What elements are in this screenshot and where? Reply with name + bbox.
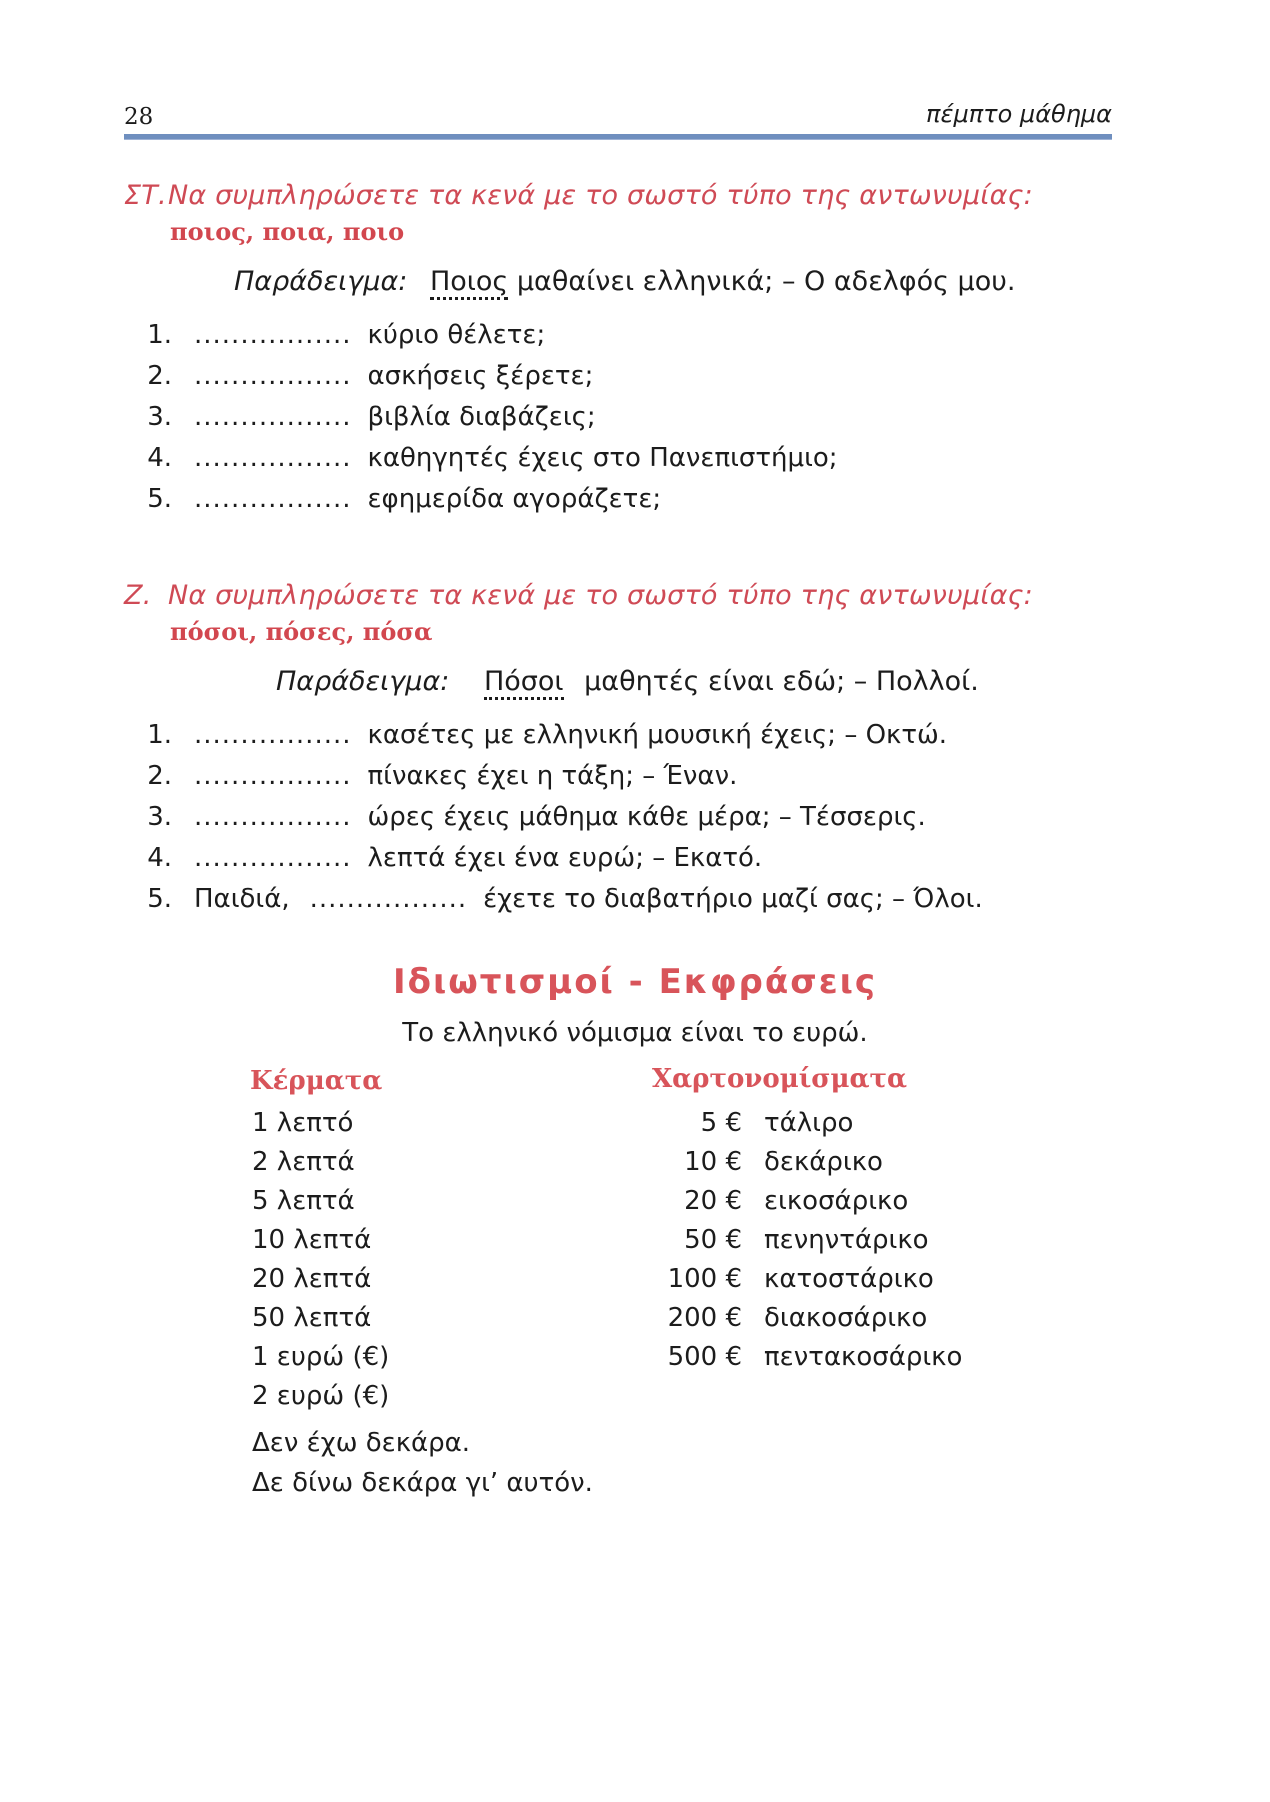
coin-item: 50 λεπτά — [252, 1303, 372, 1333]
answer-blank[interactable]: ................. — [309, 883, 468, 914]
answer-blank[interactable]: ................. — [194, 719, 352, 750]
banknote-amount: 5 € — [700, 1108, 742, 1138]
banknote-row — [640, 1342, 962, 1381]
item-text: έχετε το διαβατήριο μαζί σας; – Όλοι. — [483, 883, 983, 914]
item-number: 2. — [147, 760, 172, 791]
banknote-row — [640, 1108, 962, 1147]
answer-blank[interactable]: ................. — [194, 801, 352, 832]
exercise-item — [124, 355, 1124, 396]
item-text: εφημερίδα αγοράζετε; — [367, 483, 662, 514]
answer-blank[interactable]: ................. — [194, 442, 352, 473]
banknote-row — [640, 1303, 962, 1342]
banknote-name: τάλιρο — [764, 1108, 854, 1138]
exercise-z-instruction — [124, 580, 1124, 611]
expression-item: Δε δίνω δεκάρα γι’ αυτόν. — [252, 1468, 593, 1498]
coin-item: 20 λεπτά — [252, 1264, 372, 1294]
coin-item: 2 λεπτά — [252, 1147, 355, 1177]
item-number: 5. — [147, 483, 172, 514]
example-answer: Πόσοι — [484, 667, 564, 700]
exercise-st-items — [124, 314, 1124, 519]
example-answer: Ποιος — [430, 267, 508, 300]
item-number: 4. — [147, 442, 172, 473]
banknote-amount: 10 € — [684, 1147, 742, 1177]
exercise-st-instruction-text: Να συμπληρώσετε τα κενά με το σωστό τύπο της αντωνυμίας: — [168, 180, 1033, 211]
item-number: 3. — [147, 801, 172, 832]
item-text: βιβλία διαβάζεις; — [367, 401, 596, 432]
item-text: ασκήσεις ξέρετε; — [367, 360, 594, 391]
banknote-name: πενηντάρικο — [764, 1225, 929, 1255]
exercise-z — [124, 580, 1124, 919]
banknotes-list — [640, 1108, 962, 1381]
exercise-z-letter: Ζ. — [124, 580, 152, 611]
exercise-st — [124, 180, 1124, 519]
banknote-amount: 20 € — [684, 1186, 742, 1216]
item-text: κύριο θέλετε; — [367, 319, 546, 350]
idioms-subtitle: Το ελληνικό νόμισμα είναι το ευρώ. — [402, 1018, 868, 1048]
example-rest: μαθητές είναι εδώ; – Πολλοί. — [584, 666, 979, 697]
banknote-amount: 500 € — [667, 1342, 742, 1372]
exercise-st-example — [234, 266, 1124, 300]
item-number: 2. — [147, 360, 172, 391]
coins-heading: Κέρματα — [250, 1066, 383, 1096]
example-label: Παράδειγμα: — [276, 666, 450, 697]
exercise-z-pronouns: πόσοι, πόσες, πόσα — [170, 617, 433, 646]
item-text: καθηγητές έχεις στο Πανεπιστήμιο; — [367, 442, 838, 473]
banknote-name: πεντακοσάρικο — [764, 1342, 963, 1372]
exercise-st-letter: ΣΤ. — [124, 180, 167, 211]
coin-item: 1 ευρώ (€) — [252, 1342, 390, 1372]
item-number: 1. — [147, 319, 172, 350]
page-header — [124, 98, 1112, 142]
item-number: 3. — [147, 401, 172, 432]
coin-item: 1 λεπτό — [252, 1108, 354, 1138]
banknote-name: διακοσάρικο — [764, 1303, 928, 1333]
example-rest: μαθαίνει ελληνικά; – Ο αδελφός μου. — [516, 266, 1016, 297]
expressions-list — [252, 1428, 593, 1508]
item-text: κασέτες με ελληνική μουσική έχεις; – Οκτώ. — [367, 719, 948, 750]
item-text: λεπτά έχει ένα ευρώ; – Εκατό. — [367, 842, 763, 873]
banknote-row — [640, 1264, 962, 1303]
item-number: 4. — [147, 842, 172, 873]
page-number: 28 — [124, 104, 154, 130]
banknote-amount: 200 € — [667, 1303, 742, 1333]
example-label: Παράδειγμα: — [234, 266, 408, 297]
coin-item: 10 λεπτά — [252, 1225, 372, 1255]
expression-item: Δεν έχω δεκάρα. — [252, 1428, 471, 1458]
item-number: 1. — [147, 719, 172, 750]
banknote-row — [640, 1147, 962, 1186]
chapter-title: πέμπτο μάθημα — [926, 100, 1112, 128]
exercise-item — [124, 714, 1124, 755]
banknote-amount: 50 € — [684, 1225, 742, 1255]
coins-list — [252, 1108, 389, 1420]
coin-item: 5 λεπτά — [252, 1186, 355, 1216]
exercise-item — [124, 878, 1124, 919]
exercise-item — [124, 437, 1124, 478]
banknote-row — [640, 1186, 962, 1225]
answer-blank[interactable]: ................. — [194, 360, 352, 391]
exercise-item — [124, 796, 1124, 837]
exercise-item — [124, 396, 1124, 437]
exercise-st-pronouns: ποιος, ποια, ποιο — [170, 217, 405, 246]
exercise-z-items — [124, 714, 1124, 919]
banknotes-heading: Χαρτονομίσματα — [652, 1064, 908, 1094]
exercise-item — [124, 478, 1124, 519]
exercise-item — [124, 314, 1124, 355]
answer-blank[interactable]: ................. — [194, 401, 352, 432]
exercise-st-instruction — [124, 180, 1124, 211]
banknote-name: δεκάρικο — [764, 1147, 883, 1177]
exercise-item — [124, 755, 1124, 796]
banknote-name: εικοσάρικο — [764, 1186, 909, 1216]
banknote-row — [640, 1225, 962, 1264]
answer-blank[interactable]: ................. — [194, 842, 352, 873]
exercise-z-instruction-text: Να συμπληρώσετε τα κενά με το σωστό τύπο της αντωνυμίας: — [168, 580, 1033, 611]
banknote-amount: 100 € — [667, 1264, 742, 1294]
idioms-title: Ιδιωτισμοί - Εκφράσεις — [392, 962, 878, 1002]
item-text: ώρες έχεις μάθημα κάθε μέρα; – Τέσσερις. — [367, 801, 926, 832]
item-text: πίνακες έχει η τάξη; – Έναν. — [367, 760, 738, 791]
item-prefix: Παιδιά, — [194, 883, 290, 914]
coin-item: 2 ευρώ (€) — [252, 1381, 390, 1411]
answer-blank[interactable]: ................. — [194, 760, 352, 791]
answer-blank[interactable]: ................. — [194, 319, 352, 350]
exercise-item — [124, 837, 1124, 878]
banknote-name: κατοστάρικο — [764, 1264, 934, 1294]
header-rule — [124, 134, 1112, 140]
item-number: 5. — [147, 883, 172, 914]
answer-blank[interactable]: ................. — [194, 483, 352, 514]
exercise-z-example — [276, 666, 1124, 700]
